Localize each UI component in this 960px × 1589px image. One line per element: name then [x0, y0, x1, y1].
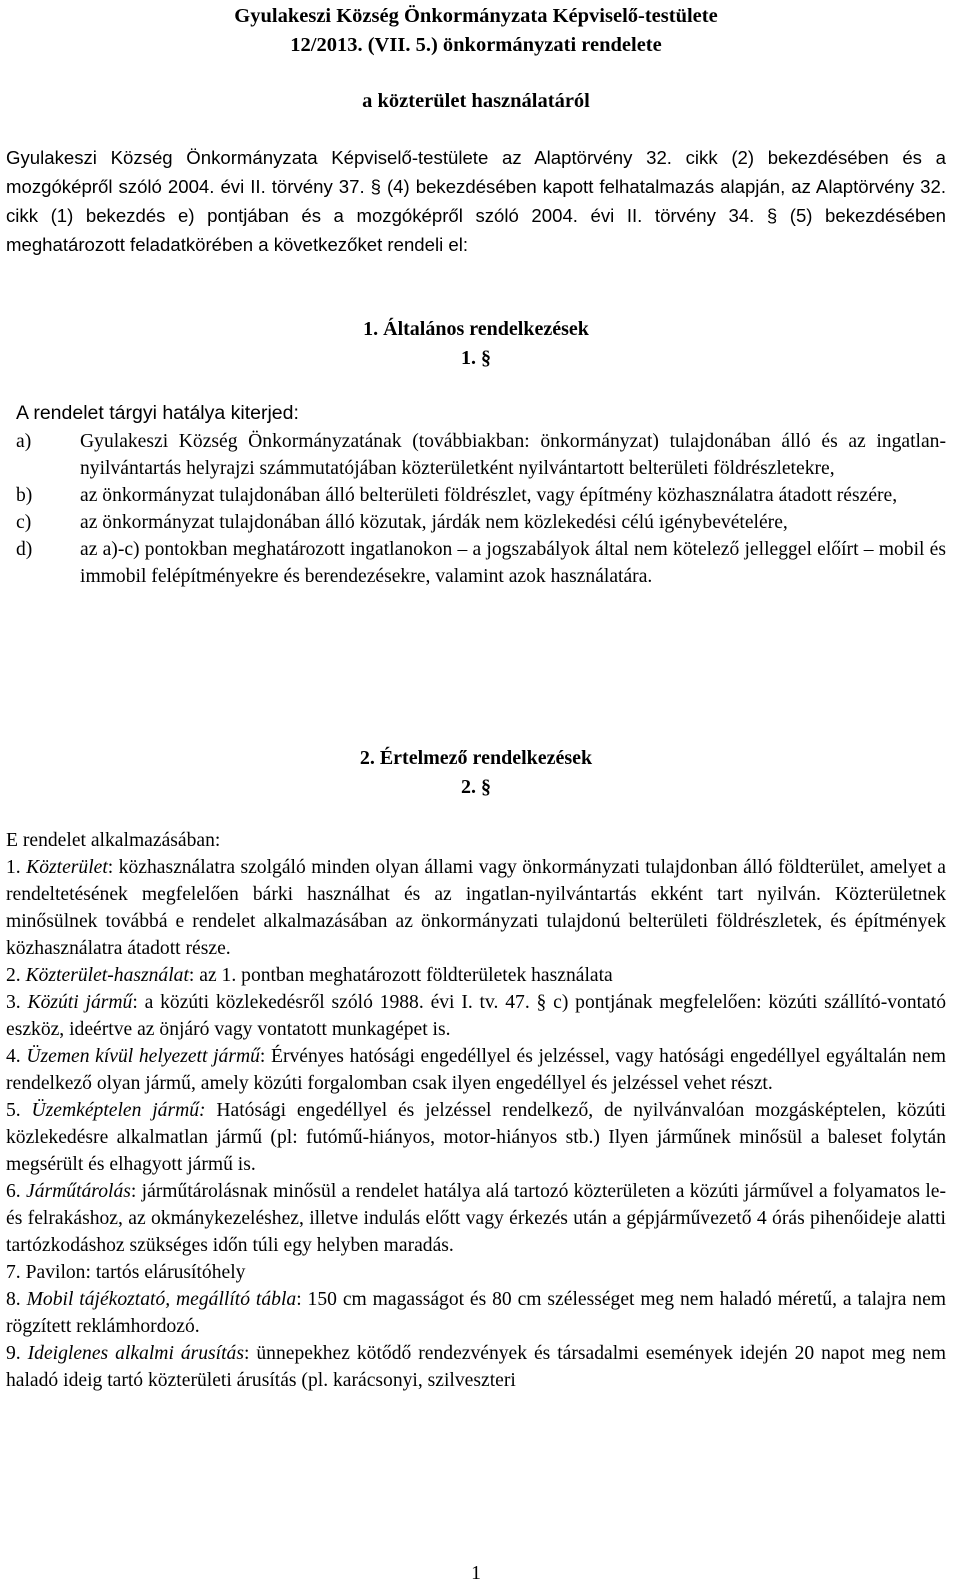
- definition-text: járműtárolásnak minősül a rendelet hatálya alá tartozó közterületen a közúti járművel a folyamatos le- és felrakáshoz, az okmánykezeléshez, illetve indulás előtt vagy érkezés után a gépjárművezető 4 órás pihenőideje alatti tartózkodáshoz szükséges időn túli egy helyben maradás.: [6, 1181, 946, 1256]
- definition-separator: :: [243, 1343, 250, 1364]
- section-1-paragraph-number: 1. §: [461, 347, 491, 369]
- definition-item: [6, 1178, 946, 1259]
- section-2-lead: E rendelet alkalmazásában:: [6, 830, 221, 851]
- definition-term: Ideiglenes alkalmi árusítás: [27, 1343, 244, 1364]
- definition-text: az 1. pontban meghatározott földterületek használata: [194, 965, 613, 986]
- page-number: 1: [471, 1563, 481, 1584]
- definition-item: [6, 1286, 946, 1340]
- definition-text: Pavilon: tartós elárusítóhely: [25, 1262, 246, 1283]
- definition-number: 6.: [6, 1181, 21, 1202]
- scope-list: [16, 428, 946, 590]
- definition-number: 1.: [6, 857, 21, 878]
- section-1-title: 1. Általános rendelkezések: [363, 318, 589, 340]
- item-text: az önkormányzat tulajdonában álló közutak, járdák nem közlekedési célú igénybevételére,: [80, 512, 788, 533]
- definition-separator: :: [107, 857, 114, 878]
- section-2-title: 2. Értelmező rendelkezések: [359, 747, 593, 769]
- list-item: [16, 536, 946, 590]
- item-text: Gyulakeszi Község Önkormányzatának (továbbiakban: önkormányzat) tulajdonában álló és az ingatlan-nyilvántartás helyrajzi számmutatójában közterületként nyilvántartott belterületi földrészletekre,: [80, 431, 946, 479]
- definition-item: [6, 962, 946, 989]
- decree-number: 12/2013. (VII. 5.) önkormányzati rendelete: [290, 34, 662, 56]
- definition-separator: :: [259, 1046, 266, 1067]
- definition-term: Mobil tájékoztató, megállító tábla: [26, 1289, 297, 1310]
- definition-number: 9.: [6, 1343, 21, 1364]
- council-title: Gyulakeszi Község Önkormányzata Képviselő-testülete: [234, 5, 718, 27]
- list-item: [16, 482, 946, 509]
- definition-separator: :: [188, 965, 195, 986]
- definition-item: [6, 854, 946, 962]
- item-label: a): [16, 431, 32, 452]
- definition-number: 3.: [6, 992, 21, 1013]
- definition-number: 2.: [6, 965, 21, 986]
- definition-separator: :: [130, 1181, 137, 1202]
- definition-text: közhasználatra szolgáló minden olyan állami vagy önkormányzati tulajdonban álló földterület, amelyet a rendeltetésének megfelelően bárki használhat és az ingatlan-nyilvántartás ekként tart nyilván. Közterületnek minősülnek továbbá e rendelet alkalmazásában az önkormányzati tulajdonú belterületi földrészletek, és építmények közhasználatra átadott része.: [6, 857, 947, 959]
- definition-number: 8.: [6, 1289, 21, 1310]
- item-label: c): [16, 512, 32, 533]
- item-text: az önkormányzat tulajdonában álló belterületi földrészlet, vagy építmény közhasználatra átadott részére,: [80, 485, 898, 506]
- definition-item: [6, 989, 946, 1043]
- definition-number: 7.: [6, 1262, 21, 1283]
- definitions-list: [6, 827, 946, 1394]
- definition-text: 150 cm magasságot és 80 cm szélességet meg nem haladó méretű, a talajra nem rögzített reklámhordozó.: [6, 1289, 947, 1337]
- item-label: b): [16, 485, 33, 506]
- definition-number: 4.: [6, 1046, 21, 1067]
- item-text: az a)-c) pontokban meghatározott ingatlanokon – a jogszabályok által nem kötelező jelleggel előírt – mobil és immobil felépítményekre és berendezésekre, valamint azok használatára.: [80, 539, 946, 587]
- list-item: [16, 509, 946, 536]
- definition-term: Közúti jármű: [27, 992, 133, 1013]
- definition-term: Üzemen kívül helyezett jármű: [26, 1046, 260, 1067]
- item-label: d): [16, 539, 33, 560]
- list-item: [16, 428, 946, 482]
- definition-term: Közterület-használat: [25, 965, 189, 986]
- definition-text: ünnepekhez kötődő rendezvények és társadalmi események idején 20 napot meg nem haladó ideig tartó közterületi árusítás (pl. karácsonyi, szilveszteri: [6, 1343, 947, 1391]
- definition-separator: :: [296, 1289, 302, 1310]
- section-1-lead: A rendelet tárgyi hatálya kiterjed:: [16, 402, 299, 424]
- preamble: Gyulakeszi Község Önkormányzata Képviselő-testülete az Alaptörvény 32. cikk (2) bekezdésében és a mozgóképről szóló 2004. évi II. törvény 37. § (4) bekezdésében kapott felhatalmazás alapján, az Alaptörvény 32. cikk (1) bekezdés e) pontjában és a mozgóképről szóló 2004. évi II. törvény 34. § (5) bekezdésében meghatározott feladatkörében a következőket rendeli el:: [6, 147, 946, 255]
- definition-term: Üzemképtelen jármű:: [31, 1100, 206, 1121]
- definition-item: [6, 1340, 946, 1394]
- definition-text: Érvényes hatósági engedéllyel és jelzéssel, vagy hatósági engedéllyel egyáltalán nem rendelkező olyan jármű, amely közúti forgalomban csak ilyen engedéllyel és jelzéssel vehet részt.: [6, 1046, 946, 1094]
- definition-number: 5.: [6, 1100, 21, 1121]
- definition-text: a közúti közlekedésről szóló 1988. évi I. tv. 47. § c) pontjának megfelelően: közúti szállító-vontató eszköz, ideértve az önjáró vagy vontatott munkagépet is.: [6, 992, 946, 1040]
- definition-text: Hatósági engedéllyel és jelzéssel rendelkező, de nyilvánvalóan mozgásképtelen, közúti közlekedésre alkalmatlan jármű (pl: futómű-hiányos, motor-hiányos stb.) Ilyen járműnek minősül a baleset folytán megsérült és elhagyott jármű is.: [6, 1100, 946, 1175]
- definition-item: [6, 1043, 946, 1097]
- definition-item: [6, 1097, 946, 1178]
- definition-term: Közterület: [26, 857, 108, 878]
- section-2-paragraph-number: 2. §: [461, 776, 491, 798]
- definition-term: Járműtárolás: [26, 1181, 131, 1202]
- definition-item: [6, 1259, 946, 1286]
- decree-subject: a közterület használatáról: [362, 90, 590, 112]
- definition-separator: :: [132, 992, 138, 1013]
